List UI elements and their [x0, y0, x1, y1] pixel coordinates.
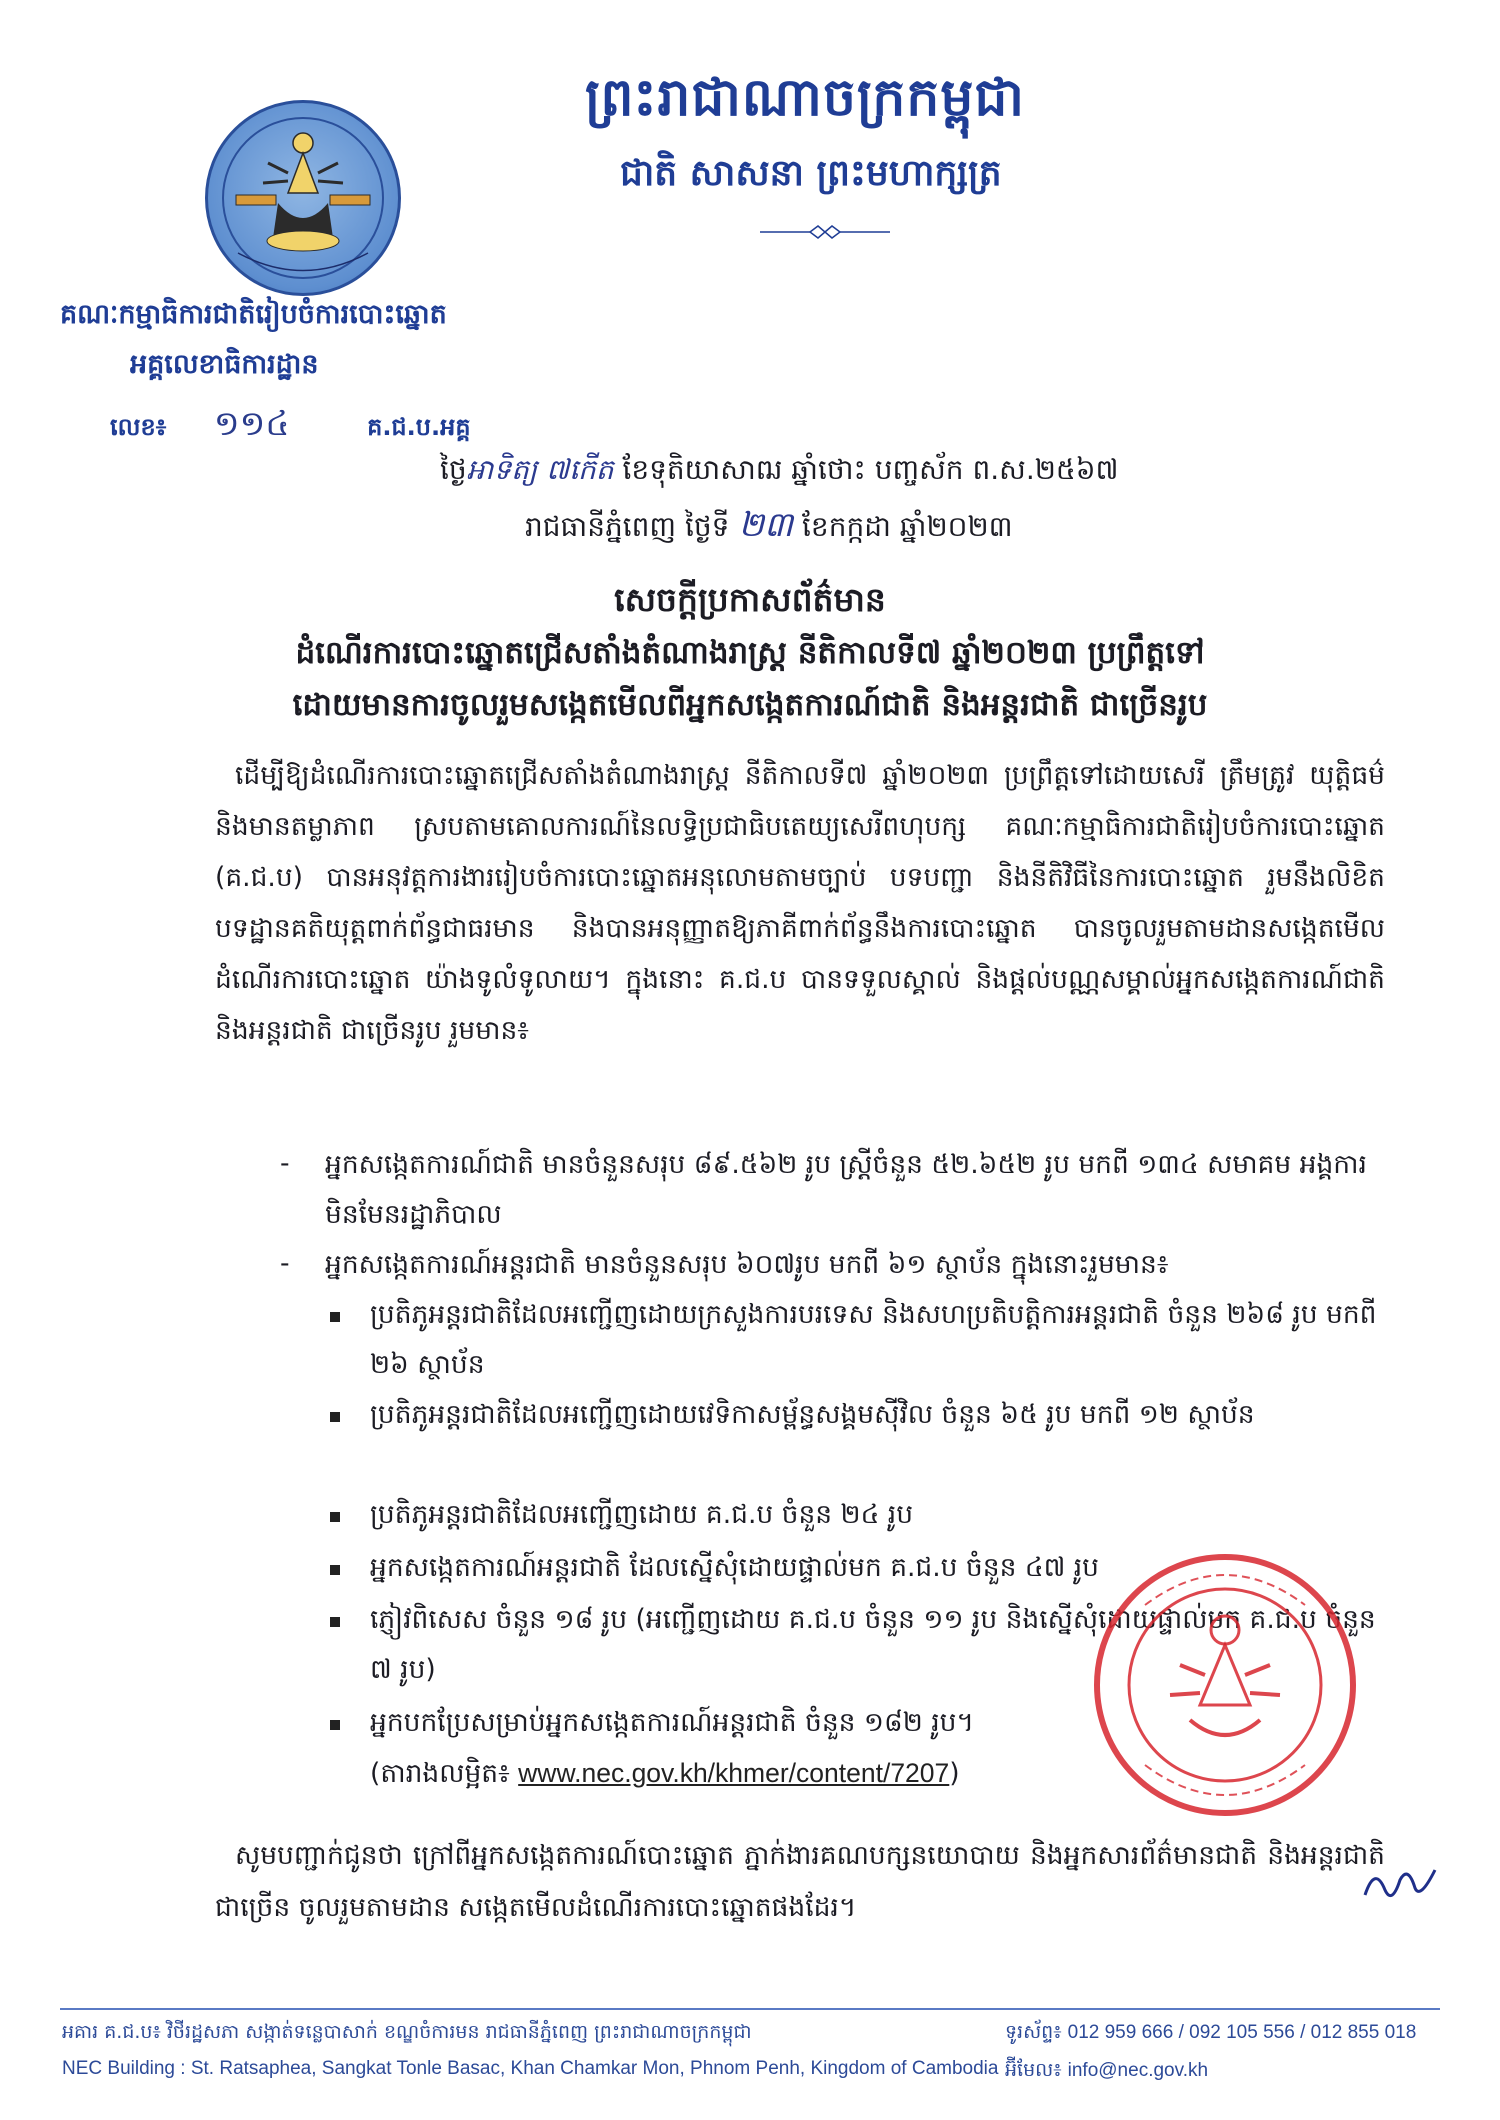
signature-icon: [1360, 1860, 1440, 1910]
international-observers-item: អ្នកសង្កេតការណ៍អន្តរជាតិ មានចំនួនសរុប ៦០៧រូប មកពី ៦១ ស្ថាប័ន ក្នុងនោះរួមមាន៖: [325, 1249, 1169, 1280]
date-lunar: [440, 452, 1119, 493]
date-solar-rest: ខែកក្កដា ឆ្នាំ២០២៣: [802, 510, 1013, 543]
footer-address-english: NEC Building : St. Ratsaphea, Sangkat Tonle Basac, Khan Chamkar Mon, Phnom Penh, Kingdom of Cambodia: [62, 2058, 999, 2079]
org-department: អគ្គលេខាធិការដ្ឋាន: [130, 349, 319, 380]
ref-label: លេខ៖: [110, 413, 167, 441]
kingdom-title: ព្រះរាជាណាចក្រកម្ពុជា: [585, 68, 1025, 128]
national-observers-item: អ្នកសង្កេតការណ៍ជាតិ មានចំនួនសរុប ៨៩.៥៦២ រូប ស្ត្រីចំនួន ៥២.៦៥២ រូប មកពី ១៣៤ សមាគម អង្គការមិនមែនរដ្ឋាភិបាល: [325, 1149, 1367, 1230]
footer-divider: [60, 2008, 1440, 2010]
square-bullet-icon: [330, 1412, 340, 1422]
dash-bullet: -: [280, 1248, 290, 1279]
date-lunar-rest: ខែទុតិយាសាឍ ឆ្នាំថោះ បញ្ចស័ក ព.ស.២៥៦៧: [622, 453, 1119, 486]
email-label: អ៊ីមែល៖: [1005, 2059, 1062, 2081]
document-title: សេចក្តីប្រកាសព័ត៌មាន: [614, 580, 886, 619]
official-stamp: [1085, 1545, 1365, 1829]
phone-numbers: 012 959 666 / 092 105 556 / 012 855 018: [1067, 2022, 1417, 2043]
nec-logo: [205, 100, 401, 296]
national-motto: ជាតិ សាសនា ព្រះមហាក្សត្រ: [620, 153, 1002, 194]
square-bullet-icon: [330, 1312, 340, 1322]
square-bullet-icon: [330, 1720, 340, 1730]
square-bullet-icon: [330, 1617, 340, 1627]
ornament-divider: [760, 222, 890, 246]
intro-paragraph: ដើម្បីឱ្យដំណើរការបោះឆ្នោតជ្រើសតាំងតំណាងរាស្ត្រ នីតិកាលទី៧ ឆ្នាំ២០២៣ ប្រព្រឹត្តទៅដោយសេរី ត្រឹមត្រូវ យុត្តិធម៌ និងមានតម្លាភាព ស្របតាមគោលការណ៍នៃលទ្ធិប្រជាធិបតេយ្យសេរីពហុបក្ស គណៈកម្មាធិការជាតិរៀបចំការបោះឆ្នោត (គ.ជ.ប) បានអនុវត្តការងាររៀបចំការបោះឆ្នោតអនុលោមតាមច្បាប់ បទបញ្ជា និងនីតិវិធីនៃការបោះឆ្នោត រួមនឹងលិខិតបទដ្ឋានគតិយុត្តពាក់ព័ន្ធជាធរមាន និងបានអនុញ្ញាតឱ្យភាគីពាក់ព័ន្ធនឹងការបោះឆ្នោត បានចូលរួមតាមដានសង្កេតមើលដំណើរការបោះឆ្នោត យ៉ាងទូលំទូលាយ។ ក្នុងនោះ គ.ជ.ប បានទទួលស្គាល់ និងផ្តល់បណ្ណសម្គាល់អ្នកសង្កេតការណ៍ជាតិ និងអន្តរជាតិ ជាច្រើនរូប រួមមាន៖: [215, 760, 1385, 1046]
appendix-link[interactable]: www.nec.gov.kh/khmer/content/7207: [518, 1758, 950, 1788]
footer-email: [1005, 2058, 1208, 2086]
reference-line: [110, 402, 471, 452]
date-solar-handwritten: ២៣: [738, 505, 794, 545]
date-solar-prefix: រាជធានីភ្នំពេញ ថ្ងៃទី: [525, 510, 730, 543]
date-lunar-handwritten: អាទិត្យ ៧កើត: [466, 453, 614, 486]
sub-item-interpreters: អ្នកបកប្រែសម្រាប់អ្នកសង្កេតការណ៍អន្តរជាតិ ចំនួន ១៨២ រូប។: [370, 1707, 974, 1738]
appendix-suffix: ): [949, 1758, 960, 1789]
stamp-seal-icon: [1085, 1545, 1365, 1825]
footer-phones: [1005, 2020, 1416, 2048]
dash-bullet: -: [280, 1148, 290, 1179]
signature: [1360, 1860, 1440, 1914]
sub-item-civil-society: ប្រតិភូអន្តរជាតិដែលអញ្ជើញដោយវេទិកាសម្ព័ន្ធសង្គមស៊ីវិល ចំនួន ៦៥ រូប មកពី ១២ ស្ថាប័ន: [370, 1399, 1255, 1430]
phone-label: ទូរស័ព្ទ៖: [1005, 2021, 1062, 2043]
closing-paragraph: សូមបញ្ជាក់ជូនថា ក្រៅពីអ្នកសង្កេតការណ៍បោះឆ្នោត ភ្នាក់ងារគណបក្សនយោបាយ និងអ្នកសារព័ត៌មានជាតិ និងអន្តរជាតិជាច្រើន ចូលរួមតាមដាន សង្កេតមើលដំណើរការបោះឆ្នោតផងដែរ។: [215, 1840, 1385, 1923]
email-link[interactable]: info@nec.gov.kh: [1067, 2060, 1209, 2081]
appendix-prefix: (តារាងលម្អិត៖: [370, 1758, 510, 1789]
logo-emblem-icon: [208, 103, 398, 293]
footer-address-khmer: អគារ គ.ជ.ប៖ វិថីរដ្ឋសភា សង្កាត់ទន្លេបាសាក់ ខណ្ឌចំការមន រាជធានីភ្នំពេញ ព្រះរាជាណាចក្រកម្ពុជា: [62, 2021, 752, 2043]
sub-item-special-guests: ភ្ញៀវពិសេស ចំនួន ១៨ រូប (អញ្ជើញដោយ គ.ជ.ប ចំនួន ១១ រូប និងស្នើសុំដោយផ្ទាល់មក គ.ជ.ប ចំនួន ៧ រូប): [370, 1604, 1376, 1685]
org-name: គណៈកម្មាធិការជាតិរៀបចំការបោះឆ្នោត: [60, 299, 447, 330]
ref-code: គ.ជ.ប.អគ្គ: [367, 413, 471, 441]
ref-number: ១១៤: [213, 404, 290, 444]
date-solar: [525, 503, 1013, 553]
square-bullet-icon: [330, 1512, 340, 1522]
square-bullet-icon: [330, 1565, 340, 1575]
document-subtitle-line1: ដំណើរការបោះឆ្នោតជ្រើសតាំងតំណាងរាស្ត្រ នីតិកាលទី៧ ឆ្នាំ២០២៣ ប្រព្រឹត្តទៅ: [295, 635, 1205, 671]
sub-item-foreign-ministry: ប្រតិភូអន្តរជាតិដែលអញ្ជើញដោយក្រសួងការបរទេស និងសហប្រតិបត្តិការអន្តរជាតិ ចំនួន ២៦៨ រូប មកពី ២៦ ស្ថាប័ន: [370, 1299, 1377, 1380]
document-subtitle-line2: ដោយមានការចូលរួមសង្កេតមើលពីអ្នកសង្កេតការណ៍ជាតិ និងអន្តរជាតិ ជាច្រើនរូប: [292, 687, 1208, 723]
ornament-icon: [760, 222, 890, 242]
sub-item-self-requested: អ្នកសង្កេតការណ៍អន្តរជាតិ ដែលស្នើសុំដោយផ្ទាល់មក គ.ជ.ប ចំនួន ៤៧ រូប: [370, 1552, 1099, 1583]
date-lunar-prefix: ថ្ងៃ: [440, 453, 467, 486]
sub-item-nec-invited: ប្រតិភូអន្តរជាតិដែលអញ្ជើញដោយ គ.ជ.ប ចំនួន ២៤ រូប: [370, 1499, 914, 1530]
